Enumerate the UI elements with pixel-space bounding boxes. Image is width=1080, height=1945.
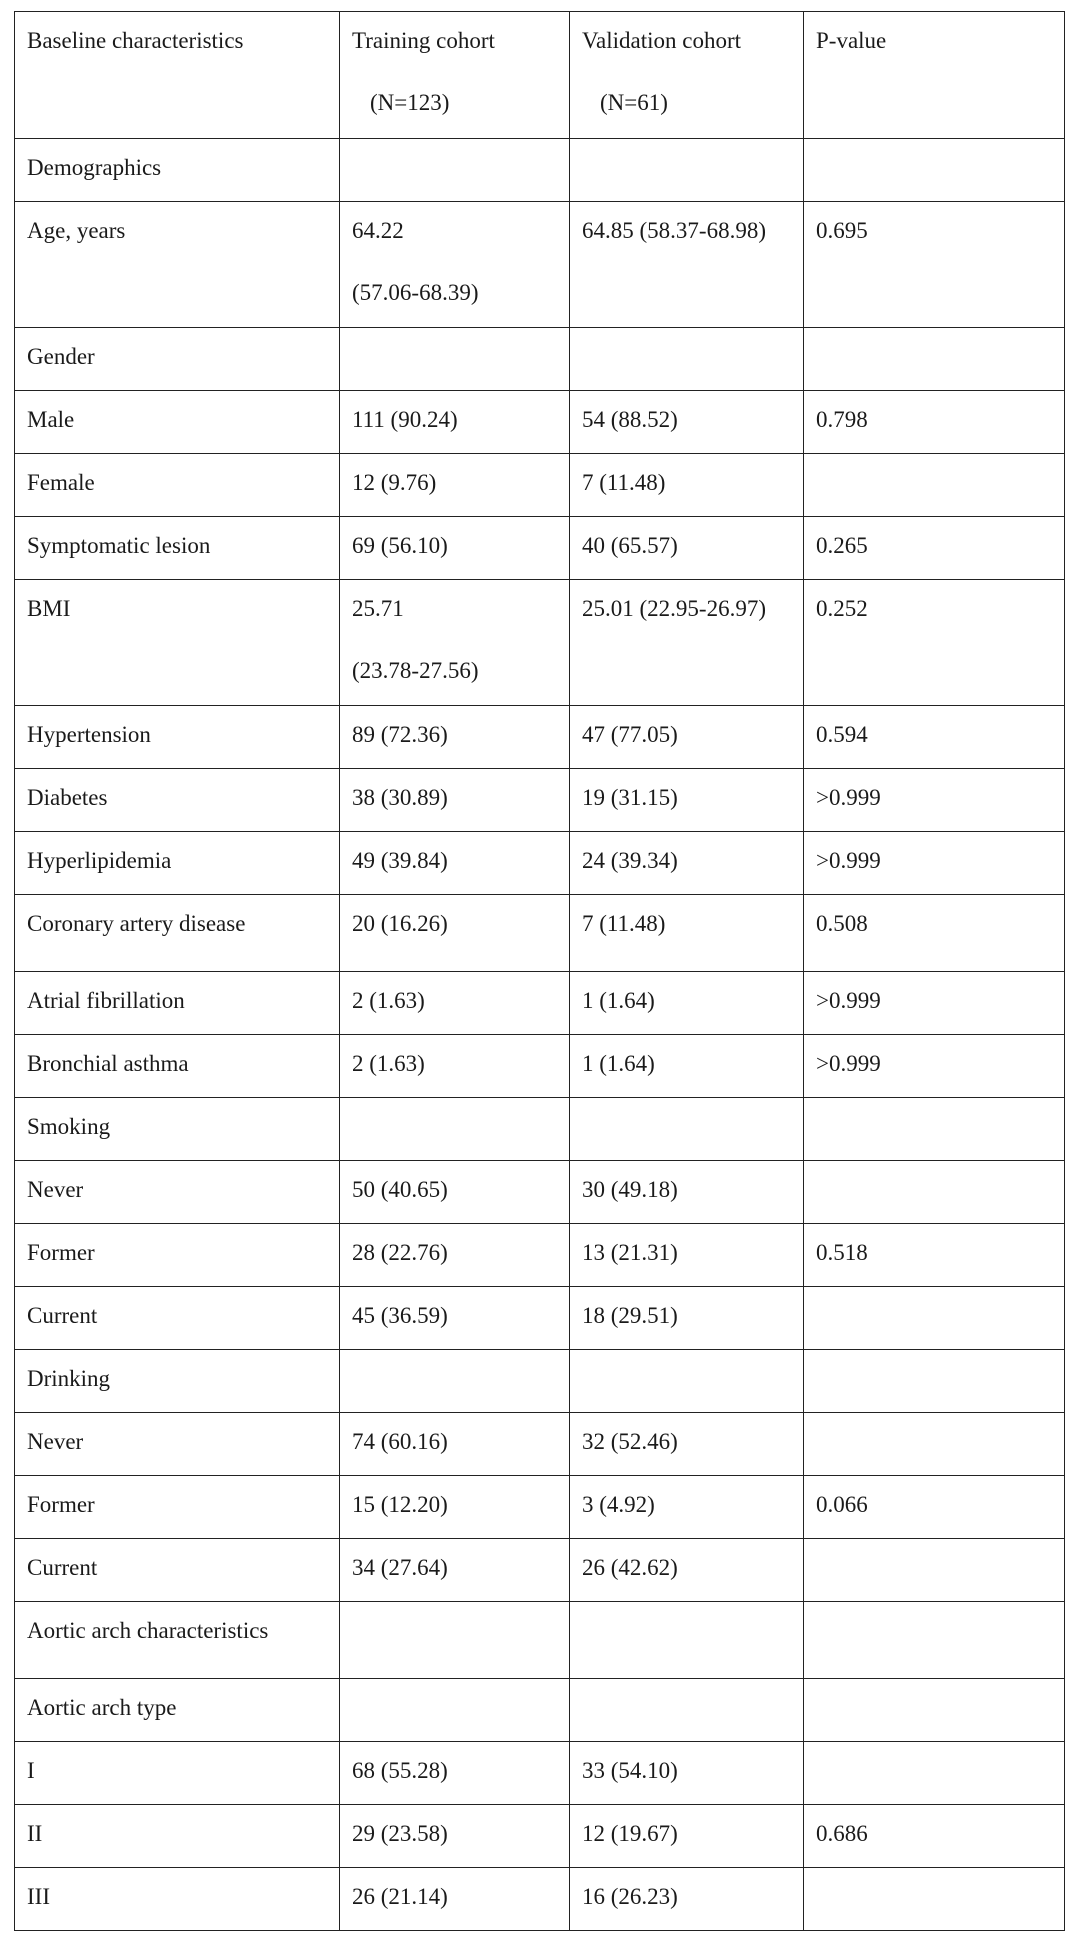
row-label: Atrial fibrillation	[15, 972, 340, 1035]
row-p-value: 0.252	[804, 580, 1065, 706]
row-label: Never	[15, 1413, 340, 1476]
row-validation: 7 (11.48)	[570, 895, 804, 972]
table-row	[15, 202, 1065, 328]
row-label: Female	[15, 454, 340, 517]
row-label: Coronary artery disease	[15, 895, 340, 972]
row-validation: 3 (4.92)	[570, 1476, 804, 1539]
row-label: BMI	[15, 580, 340, 706]
row-label: Former	[15, 1476, 340, 1539]
table-row	[15, 1476, 1065, 1539]
row-training: 38 (30.89)	[340, 769, 570, 832]
row-training: 74 (60.16)	[340, 1413, 570, 1476]
row-validation	[570, 1602, 804, 1679]
row-p-value	[804, 1539, 1065, 1602]
row-label: Diabetes	[15, 769, 340, 832]
header-validation-cohort-label: Validation cohort	[582, 28, 742, 53]
row-p-value: 0.265	[804, 517, 1065, 580]
header-training-cohort-label: Training cohort	[352, 28, 495, 53]
header-p-value: P-value	[804, 12, 1065, 139]
table-row	[15, 1539, 1065, 1602]
row-p-value: 0.686	[804, 1805, 1065, 1868]
row-label: Symptomatic lesion	[15, 517, 340, 580]
row-validation	[570, 328, 804, 391]
row-validation: 24 (39.34)	[570, 832, 804, 895]
row-validation: 19 (31.15)	[570, 769, 804, 832]
row-training-median: 64.22	[352, 218, 404, 243]
row-validation: 16 (26.23)	[570, 1868, 804, 1931]
table-row	[15, 895, 1065, 972]
table-row	[15, 1742, 1065, 1805]
row-training: 28 (22.76)	[340, 1224, 570, 1287]
row-training: 26 (21.14)	[340, 1868, 570, 1931]
row-validation: 32 (52.46)	[570, 1413, 804, 1476]
row-p-value: 0.518	[804, 1224, 1065, 1287]
row-p-value	[804, 1161, 1065, 1224]
table-row	[15, 1098, 1065, 1161]
table-row	[15, 706, 1065, 769]
table-row	[15, 1868, 1065, 1931]
row-p-value	[804, 328, 1065, 391]
row-p-value: >0.999	[804, 1035, 1065, 1098]
row-training	[340, 202, 570, 328]
row-training	[340, 580, 570, 706]
row-validation	[570, 139, 804, 202]
table-row	[15, 1413, 1065, 1476]
table-row	[15, 1350, 1065, 1413]
row-validation: 40 (65.57)	[570, 517, 804, 580]
row-p-value	[804, 1287, 1065, 1350]
row-training: 2 (1.63)	[340, 1035, 570, 1098]
table-row	[15, 1035, 1065, 1098]
row-training	[340, 1350, 570, 1413]
baseline-characteristics-table	[14, 11, 1065, 1931]
row-p-value: >0.999	[804, 972, 1065, 1035]
row-validation	[570, 1679, 804, 1742]
row-training: 20 (16.26)	[340, 895, 570, 972]
row-label: Age, years	[15, 202, 340, 328]
row-validation: 7 (11.48)	[570, 454, 804, 517]
header-training-cohort	[340, 12, 570, 139]
row-training: 89 (72.36)	[340, 706, 570, 769]
table-row	[15, 1161, 1065, 1224]
row-training: 68 (55.28)	[340, 1742, 570, 1805]
row-training: 12 (9.76)	[340, 454, 570, 517]
row-training	[340, 1098, 570, 1161]
row-label: Bronchial asthma	[15, 1035, 340, 1098]
row-p-value: 0.594	[804, 706, 1065, 769]
row-p-value: >0.999	[804, 832, 1065, 895]
table-row	[15, 328, 1065, 391]
row-training: 69 (56.10)	[340, 517, 570, 580]
row-training: 15 (12.20)	[340, 1476, 570, 1539]
row-training	[340, 328, 570, 391]
table-row	[15, 391, 1065, 454]
row-validation: 25.01 (22.95-26.97)	[570, 580, 804, 706]
row-label: I	[15, 1742, 340, 1805]
table-row	[15, 1679, 1065, 1742]
row-label: Former	[15, 1224, 340, 1287]
table-row	[15, 517, 1065, 580]
row-validation: 12 (19.67)	[570, 1805, 804, 1868]
row-p-value	[804, 1742, 1065, 1805]
row-training	[340, 1602, 570, 1679]
row-label: II	[15, 1805, 340, 1868]
row-validation: 33 (54.10)	[570, 1742, 804, 1805]
row-label: Demographics	[15, 139, 340, 202]
row-training-median: 25.71	[352, 596, 404, 621]
table-row	[15, 580, 1065, 706]
row-label: Aortic arch type	[15, 1679, 340, 1742]
row-training: 45 (36.59)	[340, 1287, 570, 1350]
row-p-value	[804, 1098, 1065, 1161]
row-label: Current	[15, 1287, 340, 1350]
row-label: Current	[15, 1539, 340, 1602]
table-row	[15, 1224, 1065, 1287]
row-training-iqr: (23.78-27.56)	[352, 658, 479, 683]
row-p-value: 0.798	[804, 391, 1065, 454]
row-validation: 1 (1.64)	[570, 972, 804, 1035]
row-p-value	[804, 1602, 1065, 1679]
row-label: Never	[15, 1161, 340, 1224]
row-label: Aortic arch characteristics	[15, 1602, 340, 1679]
header-training-cohort-n: (N=123)	[370, 90, 450, 115]
row-p-value: 0.508	[804, 895, 1065, 972]
row-p-value: 0.695	[804, 202, 1065, 328]
row-validation	[570, 1350, 804, 1413]
row-validation: 54 (88.52)	[570, 391, 804, 454]
row-label: Drinking	[15, 1350, 340, 1413]
row-p-value: >0.999	[804, 769, 1065, 832]
table-row	[15, 769, 1065, 832]
row-training: 2 (1.63)	[340, 972, 570, 1035]
row-label: Hyperlipidemia	[15, 832, 340, 895]
table-row	[15, 1805, 1065, 1868]
row-validation: 26 (42.62)	[570, 1539, 804, 1602]
table-row	[15, 832, 1065, 895]
row-p-value	[804, 1679, 1065, 1742]
row-p-value	[804, 1413, 1065, 1476]
row-label: Gender	[15, 328, 340, 391]
row-validation: 47 (77.05)	[570, 706, 804, 769]
table-row	[15, 1602, 1065, 1679]
row-p-value	[804, 1868, 1065, 1931]
row-label: Smoking	[15, 1098, 340, 1161]
row-validation: 30 (49.18)	[570, 1161, 804, 1224]
header-validation-cohort-n: (N=61)	[600, 90, 668, 115]
row-training	[340, 1679, 570, 1742]
row-training: 111 (90.24)	[340, 391, 570, 454]
row-validation: 18 (29.51)	[570, 1287, 804, 1350]
table-row	[15, 1287, 1065, 1350]
row-p-value	[804, 454, 1065, 517]
table-row	[15, 454, 1065, 517]
row-training	[340, 139, 570, 202]
header-baseline-characteristics: Baseline characteristics	[15, 12, 340, 139]
row-training: 50 (40.65)	[340, 1161, 570, 1224]
table-row	[15, 972, 1065, 1035]
table-header-row	[15, 12, 1065, 139]
row-p-value	[804, 139, 1065, 202]
row-label: III	[15, 1868, 340, 1931]
row-p-value: 0.066	[804, 1476, 1065, 1539]
row-training: 49 (39.84)	[340, 832, 570, 895]
header-validation-cohort	[570, 12, 804, 139]
row-validation: 64.85 (58.37-68.98)	[570, 202, 804, 328]
row-training: 29 (23.58)	[340, 1805, 570, 1868]
table-row	[15, 139, 1065, 202]
row-label: Hypertension	[15, 706, 340, 769]
row-validation	[570, 1098, 804, 1161]
row-training-iqr: (57.06-68.39)	[352, 280, 479, 305]
row-p-value	[804, 1350, 1065, 1413]
row-validation: 13 (21.31)	[570, 1224, 804, 1287]
row-training: 34 (27.64)	[340, 1539, 570, 1602]
row-validation: 1 (1.64)	[570, 1035, 804, 1098]
row-label: Male	[15, 391, 340, 454]
